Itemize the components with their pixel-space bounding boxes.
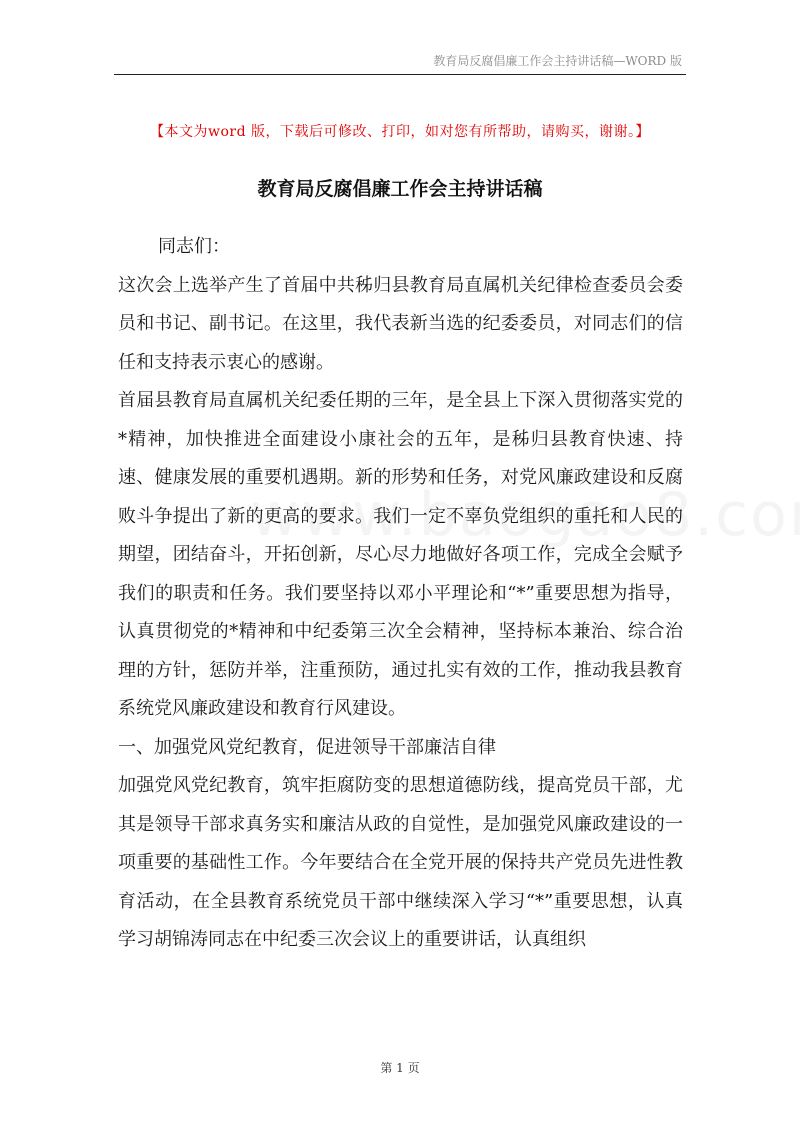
paragraph-3: 加强党风党纪教育，筑牢拒腐防变的思想道德防线，提高党员干部，尤其是领导干部求真务实和廉洁从政的自觉性，是加强党风廉政建设的一项重要的基础性工作。今年要结合在全党开展的保持共产党员先进性教育活动，在全县教育系统党员干部中继续深入学习“*”重要思想，认真学习胡锦涛同志在中纪委三次会议上的重要讲话，认真组织: [118, 775, 683, 950]
section-heading-1: 一、加强党风党纪教育，促进领导干部廉洁自律: [118, 736, 496, 758]
download-notice: 【本文为word 版，下载后可修改、打印，如对您有所帮助，请购买，谢谢。】: [149, 124, 650, 140]
paragraph-1: 这次会上选举产生了首届中共秭归县教育局直属机关纪律检查委员会委员和书记、副书记。在这里，我代表新当选的纪委委员，对同志们的信任和支持表示衷心的感谢。: [118, 274, 683, 373]
paragraph-2: 首届县教育局直属机关纪委任期的三年，是全县上下深入贯彻落实党的*精神，加快推进全面建设小康社会的五年，是秭归县教育快速、持速、健康发展的重要机遇期。新的形势和任务，对党风廉政建设和反腐败斗争提出了新的更高的要求。我们一定不辜负党组织的重托和人民的期望，团结奋斗，开拓创新，尽心尽力地做好各项工作，完成全会赋予我们的职责和任务。我们要坚持以邓小平理论和“*”重要思想为指导，认真贯彻党的*精神和中纪委第三次全会精神，坚持标本兼治、综合治理的方针，惩防并举，注重预防，通过扎实有效的工作，推动我县教育系统党风廉政建设和教育行风建设。: [118, 390, 683, 719]
running-header: 教育局反腐倡廉工作会主持讲话稿—WORD 版: [433, 54, 682, 68]
page-number: 第 1 页: [380, 1061, 420, 1075]
document-body: [118, 228, 683, 960]
salutation: 同志们：: [158, 236, 230, 257]
header-divider: [114, 74, 686, 75]
document-title: 教育局反腐倡廉工作会主持讲话稿: [257, 178, 543, 200]
